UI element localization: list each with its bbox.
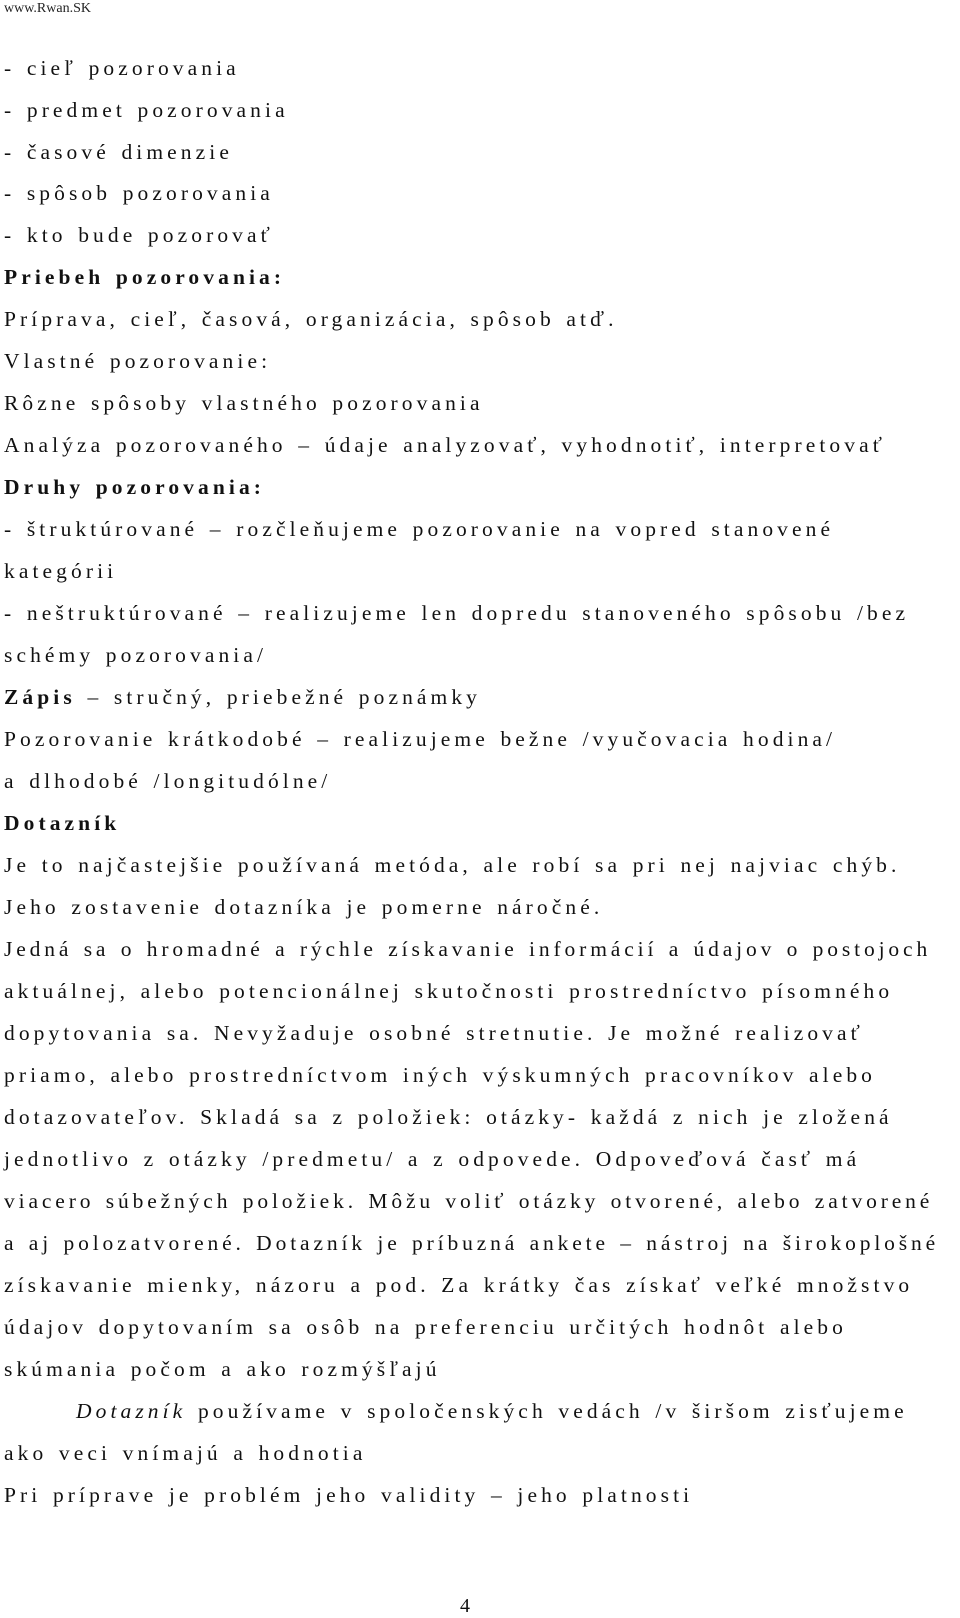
text-line: - predmet pozorovania — [4, 98, 289, 122]
text-line: a aj polozatvorené. Dotazník je príbuzná ankete – nástroj na širokoplošné — [4, 1231, 940, 1255]
text-line: Pri príprave je problém jeho validity – jeho platnosti — [4, 1483, 694, 1507]
text-line: viacero súbežných položiek. Môžu voliť otázky otvorené, alebo zatvorené — [4, 1189, 934, 1213]
text-line: - kto bude pozorovať — [4, 223, 274, 247]
text-line — [4, 1396, 908, 1426]
text-line: aktuálnej, alebo potencionálnej skutočnosti prostredníctvo písomného — [4, 979, 894, 1003]
text-line: jednotlivo z otázky /predmetu/ a z odpovede. Odpoveďová časť má — [4, 1147, 861, 1171]
page-number: 4 — [460, 1595, 470, 1617]
text-line: Pozorovanie krátkodobé – realizujeme bežne /vyučovacia hodina/ — [4, 727, 837, 751]
bold-term: Zápis — [4, 685, 76, 709]
text-line: Vlastné pozorovanie: — [4, 349, 272, 373]
text-line: Jeho zostavenie dotazníka je pomerne náročné. — [4, 895, 604, 919]
text-line: získavanie mienky, názoru a pod. Za krátky čas získať veľké množstvo — [4, 1273, 914, 1297]
text-line: Rôzne spôsoby vlastného pozorovania — [4, 391, 484, 415]
section-heading: Priebeh pozorovania: — [4, 265, 286, 289]
text-line: ako veci vnímajú a hodnotia — [4, 1441, 367, 1465]
text-span: používame v spoločenských vedách /v širšom zisťujeme — [186, 1399, 908, 1423]
text-line: kategórii — [4, 559, 118, 583]
watermark: www.Rwan.SK — [4, 1, 91, 16]
text-line: - štruktúrované – rozčleňujeme pozorovanie na vopred stanovené — [4, 517, 835, 541]
text-line: skúmania počom a ako rozmýšľajú — [4, 1357, 441, 1381]
text-span: – stručný, priebežné poznámky — [75, 685, 482, 709]
text-line: údajov dopytovaním sa osôb na preferenciu určitých hodnôt alebo — [4, 1315, 847, 1339]
text-line: a dlhodobé /longitudólne/ — [4, 769, 332, 793]
text-line: - časové dimenzie — [4, 140, 233, 164]
italic-term: Dotazník — [76, 1399, 187, 1423]
text-line: dotazovateľov. Skladá sa z položiek: otázky- každá z nich je zložená — [4, 1105, 893, 1129]
text-line: - spôsob pozorovania — [4, 181, 274, 205]
text-line — [4, 682, 481, 712]
text-line: Je to najčastejšie používaná metóda, ale robí sa pri nej najviac chýb. — [4, 853, 901, 877]
text-line: - cieľ pozorovania — [4, 56, 240, 80]
text-line: Príprava, cieľ, časová, organizácia, spôsob atď. — [4, 307, 618, 331]
section-heading: Dotazník — [4, 811, 121, 835]
text-line: Jedná sa o hromadné a rýchle získavanie informácií a údajov o postojoch — [4, 937, 932, 961]
text-line: schémy pozorovania/ — [4, 643, 268, 667]
text-line: Analýza pozorovaného – údaje analyzovať, vyhodnotiť, interpretovať — [4, 433, 887, 457]
text-line: priamo, alebo prostredníctvom iných výskumných pracovníkov alebo — [4, 1063, 877, 1087]
text-line: dopytovania sa. Nevyžaduje osobné stretnutie. Je možné realizovať — [4, 1021, 864, 1045]
section-heading: Druhy pozorovania: — [4, 475, 266, 499]
text-line: - neštruktúrované – realizujeme len dopredu stanoveného spôsobu /bez — [4, 601, 910, 625]
